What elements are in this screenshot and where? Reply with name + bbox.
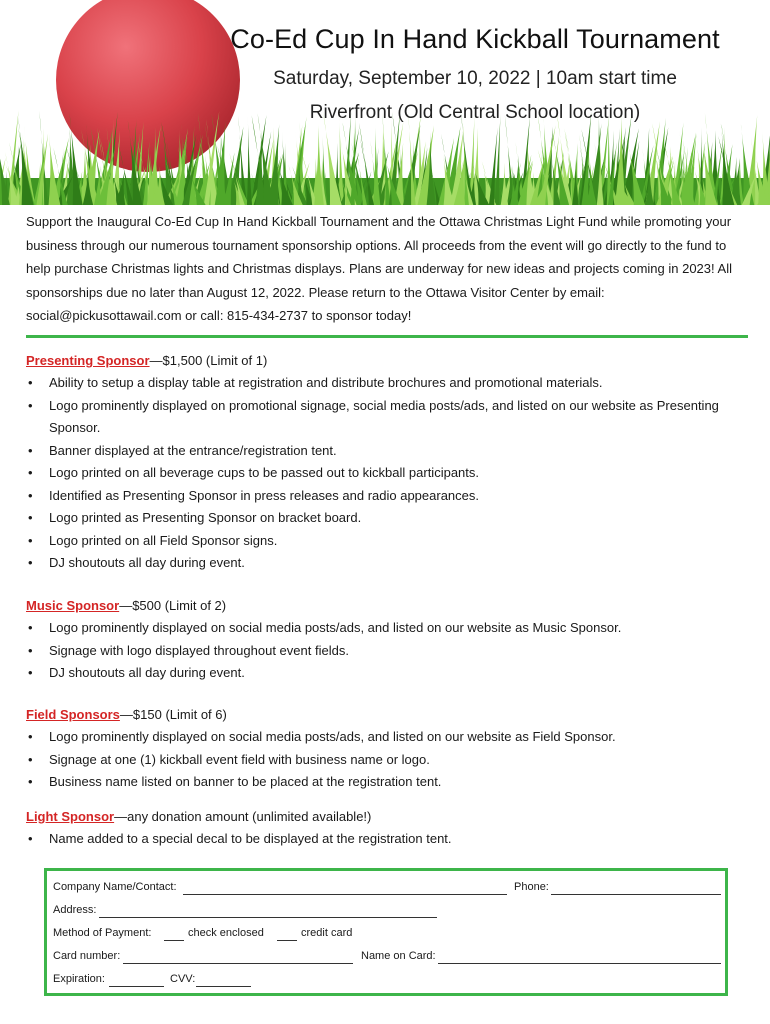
- benefit-item: [26, 617, 748, 640]
- bullet-icon: •: [28, 375, 33, 390]
- bullet-icon: •: [28, 487, 33, 503]
- credit-card-blank[interactable]: [277, 927, 297, 941]
- benefit-item: [26, 662, 748, 685]
- name-on-card-field[interactable]: [438, 950, 721, 964]
- form-row-card: [51, 950, 717, 968]
- bullet-icon: •: [28, 442, 33, 458]
- bullet-icon: •: [28, 665, 33, 680]
- section-title: Field Sponsors: [26, 707, 120, 722]
- benefit-item: [26, 440, 748, 463]
- address-label: Address:: [53, 904, 97, 916]
- bullet-icon: •: [28, 831, 33, 846]
- benefit-text: Business name listed on banner to be placed at the registration tent.: [49, 774, 442, 789]
- benefit-item: [26, 749, 748, 772]
- music-sponsor-section: [26, 595, 748, 685]
- benefit-item: [26, 372, 748, 395]
- benefit-text: Identified as Presenting Sponsor in press releases and radio appearances.: [49, 487, 479, 503]
- section-title: Light Sponsor: [26, 809, 115, 824]
- sponsorship-form: [44, 868, 728, 996]
- benefit-item: [26, 552, 748, 575]
- cvv-label: CVV:: [170, 973, 196, 985]
- benefit-item: [26, 485, 748, 508]
- credit-card-option: credit card: [301, 927, 353, 939]
- benefit-text: DJ shoutouts all day during event.: [49, 555, 245, 570]
- section-price: —any donation amount (unlimited available!): [114, 809, 372, 824]
- name-on-card-label: Name on Card:: [361, 950, 436, 962]
- section-price: —$500 (Limit of 2): [119, 598, 227, 613]
- benefit-text: Ability to setup a display table at registration and distribute brochures and promotional materials.: [49, 375, 603, 390]
- bullet-icon: •: [28, 532, 33, 548]
- cvv-field[interactable]: [196, 973, 251, 987]
- section-price: —$1,500 (Limit of 1): [149, 353, 268, 368]
- benefits-list: [26, 617, 748, 685]
- benefit-item: [26, 771, 748, 794]
- bullet-icon: •: [28, 555, 33, 570]
- header-banner: [0, 0, 770, 205]
- benefit-item: [26, 395, 748, 440]
- page-title: Co-Ed Cup In Hand Kickball Tournament: [230, 24, 720, 54]
- expiration-field[interactable]: [109, 973, 164, 987]
- benefit-text: Signage with logo displayed throughout event fields.: [49, 642, 349, 658]
- benefits-list: [26, 726, 748, 794]
- benefit-text: Signage at one (1) kickball event field with business name or logo.: [49, 751, 430, 767]
- bullet-icon: •: [28, 510, 33, 525]
- benefit-item: [26, 828, 748, 851]
- benefit-text: Name added to a special decal to be displayed at the registration tent.: [49, 831, 452, 846]
- bullet-icon: •: [28, 751, 33, 767]
- bullet-icon: •: [28, 729, 33, 744]
- benefit-text: Logo prominently displayed on promotional signage, social media posts/ads, and listed on our website as Presenting Sponsor.: [49, 397, 719, 435]
- benefit-item: [26, 507, 748, 530]
- form-row-payment: [51, 927, 717, 945]
- phone-label: Phone:: [514, 881, 549, 893]
- section-title: Presenting Sponsor: [26, 353, 150, 368]
- benefit-text: DJ shoutouts all day during event.: [49, 665, 245, 680]
- bullet-icon: •: [28, 620, 33, 635]
- address-field[interactable]: [99, 904, 437, 918]
- benefit-item: [26, 640, 748, 663]
- company-label: Company Name/Contact:: [53, 881, 177, 893]
- expiration-label: Expiration:: [53, 973, 105, 985]
- presenting-sponsor-section: [26, 350, 748, 575]
- bullet-icon: •: [28, 465, 33, 480]
- company-field[interactable]: [183, 881, 507, 895]
- bullet-icon: •: [28, 397, 33, 413]
- section-title: Music Sponsor: [26, 598, 120, 613]
- event-date: Saturday, September 10, 2022 | 10am start time: [273, 68, 677, 89]
- phone-field[interactable]: [551, 881, 721, 895]
- form-row-address: [51, 904, 717, 922]
- card-number-label: Card number:: [53, 950, 121, 962]
- bullet-icon: •: [28, 774, 33, 789]
- benefit-text: Logo printed as Presenting Sponsor on bracket board.: [49, 510, 362, 525]
- benefit-text: Logo prominently displayed on social media posts/ads, and listed on our website as Music Sponsor.: [49, 620, 622, 635]
- benefits-list: [26, 828, 748, 851]
- form-row-company: [51, 881, 717, 899]
- intro-paragraph: Support the Inaugural Co-Ed Cup In Hand Kickball Tournament and the Ottawa Christmas Light Fund while promoting your business through our numerous tournament sponsorship options. All proceeds from the event will go directly to the fund to help purchase Christmas lights and Christmas displays. Plans are underway for new ideas and projects coming in 2023! All sponsorships due no later than August 12, 2022. Please return to the Ottawa Visitor Center by email: social@pickusottawail.com or call: 815-434-2737 to sponsor today!: [26, 214, 732, 323]
- form-row-expiration: [51, 973, 717, 991]
- check-enclosed-option: check enclosed: [188, 927, 264, 939]
- benefit-text: Logo printed on all beverage cups to be passed out to kickball participants.: [49, 465, 479, 480]
- payment-label: Method of Payment:: [53, 927, 152, 939]
- field-sponsor-section: [26, 704, 748, 794]
- section-price: —$150 (Limit of 6): [119, 707, 227, 722]
- event-location: Riverfront (Old Central School location): [309, 102, 641, 123]
- check-enclosed-blank[interactable]: [164, 927, 184, 941]
- benefit-item: [26, 462, 748, 485]
- section-heading: [26, 806, 748, 828]
- bullet-icon: •: [28, 642, 33, 658]
- benefit-item: [26, 530, 748, 553]
- card-number-field[interactable]: [123, 950, 353, 964]
- benefit-text: Logo prominently displayed on social media posts/ads, and listed on our website as Field Sponsor.: [49, 729, 616, 744]
- benefits-list: [26, 372, 748, 575]
- section-heading: [26, 595, 748, 617]
- benefit-text: Logo printed on all Field Sponsor signs.: [49, 532, 278, 548]
- section-heading: [26, 350, 748, 372]
- benefit-item: [26, 726, 748, 749]
- light-sponsor-section: [26, 806, 748, 851]
- divider: [26, 335, 748, 338]
- benefit-text: Banner displayed at the entrance/registration tent.: [49, 442, 337, 458]
- section-heading: [26, 704, 748, 726]
